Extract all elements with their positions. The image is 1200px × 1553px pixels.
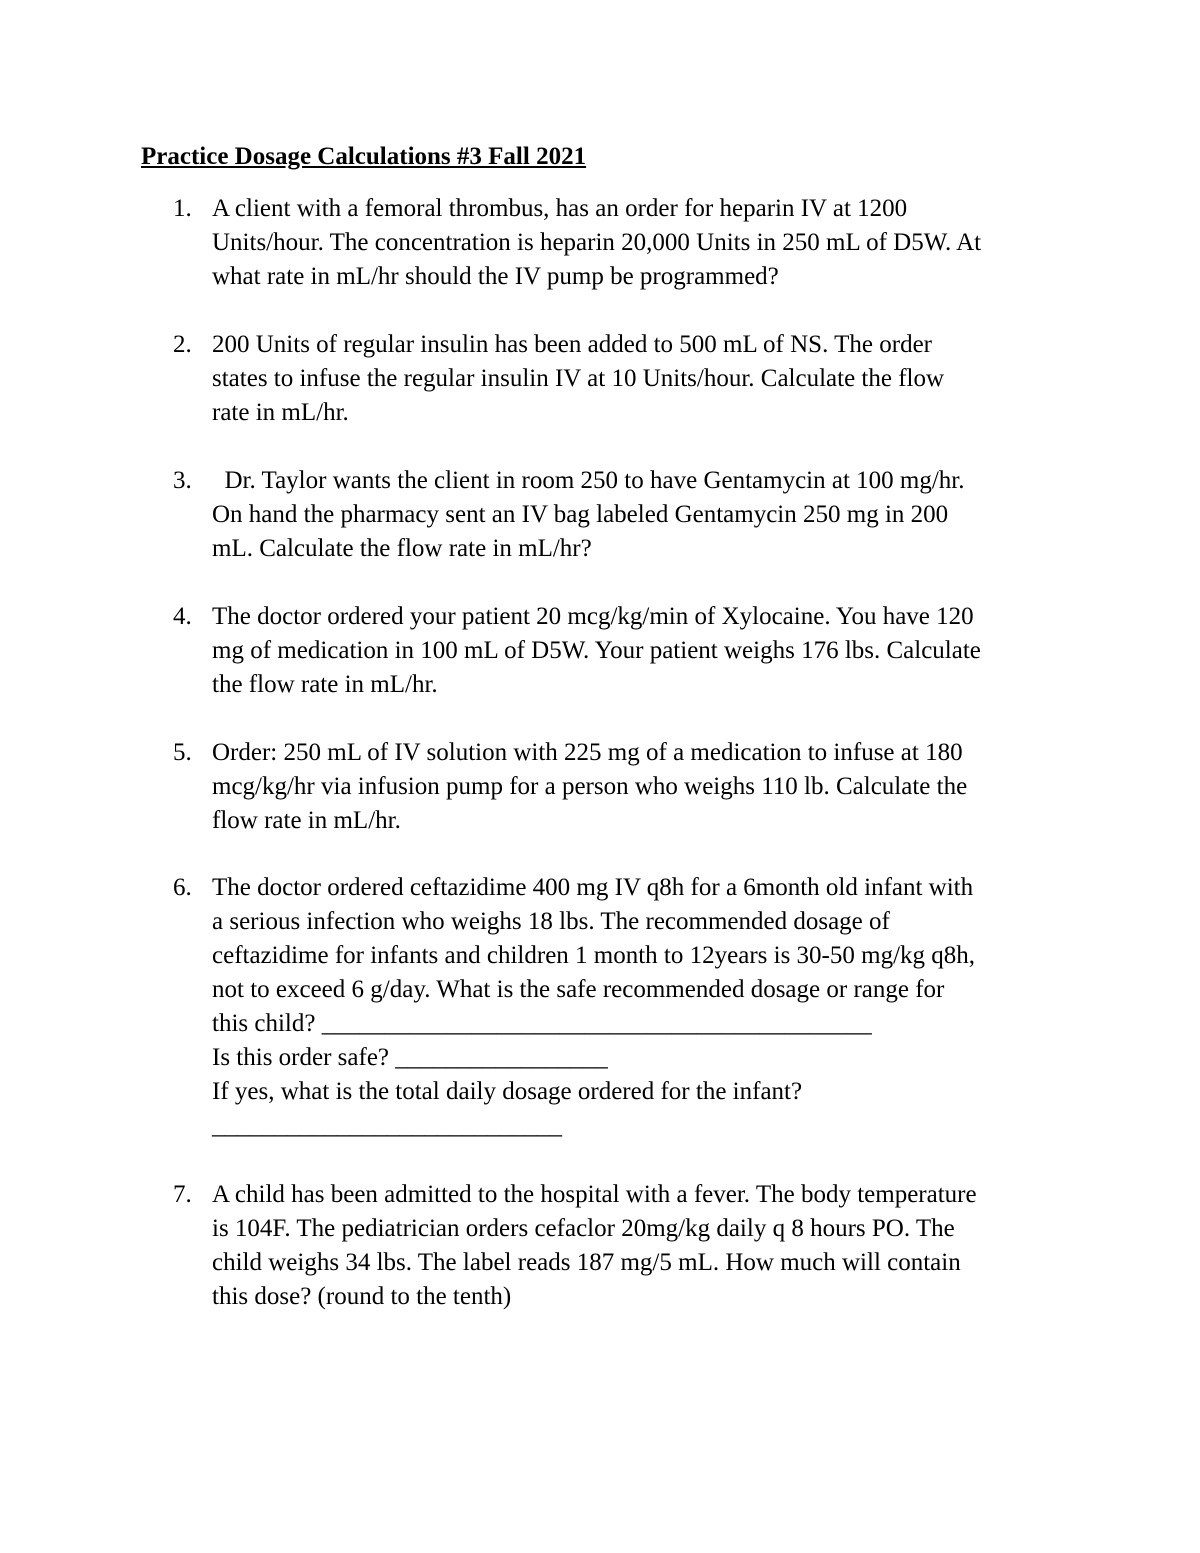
question-number: 7. — [173, 1181, 192, 1208]
question-number: 5. — [173, 739, 192, 766]
question-text-line: Units/hour. The concentration is heparin 20,000 Units in 250 mL of D5W. At — [212, 229, 982, 256]
question-text-line: A client with a femoral thrombus, has an order for heparin IV at 1200 — [212, 195, 908, 222]
question-text-line: mg of medication in 100 mL of D5W. Your patient weighs 176 lbs. Calculate — [212, 637, 981, 664]
question-text-line: If yes, what is the total daily dosage ordered for the infant? — [212, 1078, 803, 1105]
question-text-line: On hand the pharmacy sent an IV bag labeled Gentamycin 250 mg in 200 — [212, 501, 949, 528]
question-text-line: states to infuse the regular insulin IV at 10 Units/hour. Calculate the flow — [212, 365, 945, 392]
question-text-line: child weighs 34 lbs. The label reads 187 mg/5 mL. How much will contain — [212, 1249, 961, 1276]
question-number: 1. — [173, 195, 192, 222]
question-text-line: mcg/kg/hr via infusion pump for a person who weighs 110 lb. Calculate the — [212, 773, 968, 800]
question-number: 6. — [173, 874, 192, 901]
question-text-line: the flow rate in mL/hr. — [212, 671, 438, 698]
question-text-line: ceftazidime for infants and children 1 month to 12years is 30-50 mg/kg q8h, — [212, 942, 976, 969]
answer-blank-line: ____________________________ — [212, 1112, 562, 1139]
question-number: 3. — [173, 467, 192, 494]
question-text-line: what rate in mL/hr should the IV pump be programmed? — [212, 263, 779, 290]
page-title: Practice Dosage Calculations #3 Fall 2021 — [141, 143, 587, 170]
question-text-line: Order: 250 mL of IV solution with 225 mg of a medication to infuse at 180 — [212, 739, 963, 766]
answer-blank-line: Is this order safe? _________________ — [212, 1044, 608, 1071]
question-number: 4. — [173, 603, 192, 630]
question-text-line: mL. Calculate the flow rate in mL/hr? — [212, 535, 592, 562]
answer-blank-line: this child? ____________________________________________ — [212, 1010, 872, 1037]
question-text-line: is 104F. The pediatrician orders cefaclor 20mg/kg daily q 8 hours PO. The — [212, 1215, 955, 1242]
question-text-line: Dr. Taylor wants the client in room 250 to have Gentamycin at 100 mg/hr. — [212, 467, 965, 494]
question-text-line: a serious infection who weighs 18 lbs. The recommended dosage of — [212, 908, 890, 935]
question-number: 2. — [173, 331, 192, 358]
question-text-line: flow rate in mL/hr. — [212, 807, 401, 834]
question-text-line: rate in mL/hr. — [212, 399, 349, 426]
question-text-line: The doctor ordered ceftazidime 400 mg IV q8h for a 6month old infant with — [212, 874, 974, 901]
question-text-line: not to exceed 6 g/day. What is the safe recommended dosage or range for — [212, 976, 945, 1003]
question-text-line: A child has been admitted to the hospital with a fever. The body temperature — [212, 1181, 977, 1208]
question-text-line: this dose? (round to the tenth) — [212, 1283, 512, 1310]
question-text-line: 200 Units of regular insulin has been added to 500 mL of NS. The order — [212, 331, 932, 358]
question-text-line: The doctor ordered your patient 20 mcg/kg/min of Xylocaine. You have 120 — [212, 603, 974, 630]
